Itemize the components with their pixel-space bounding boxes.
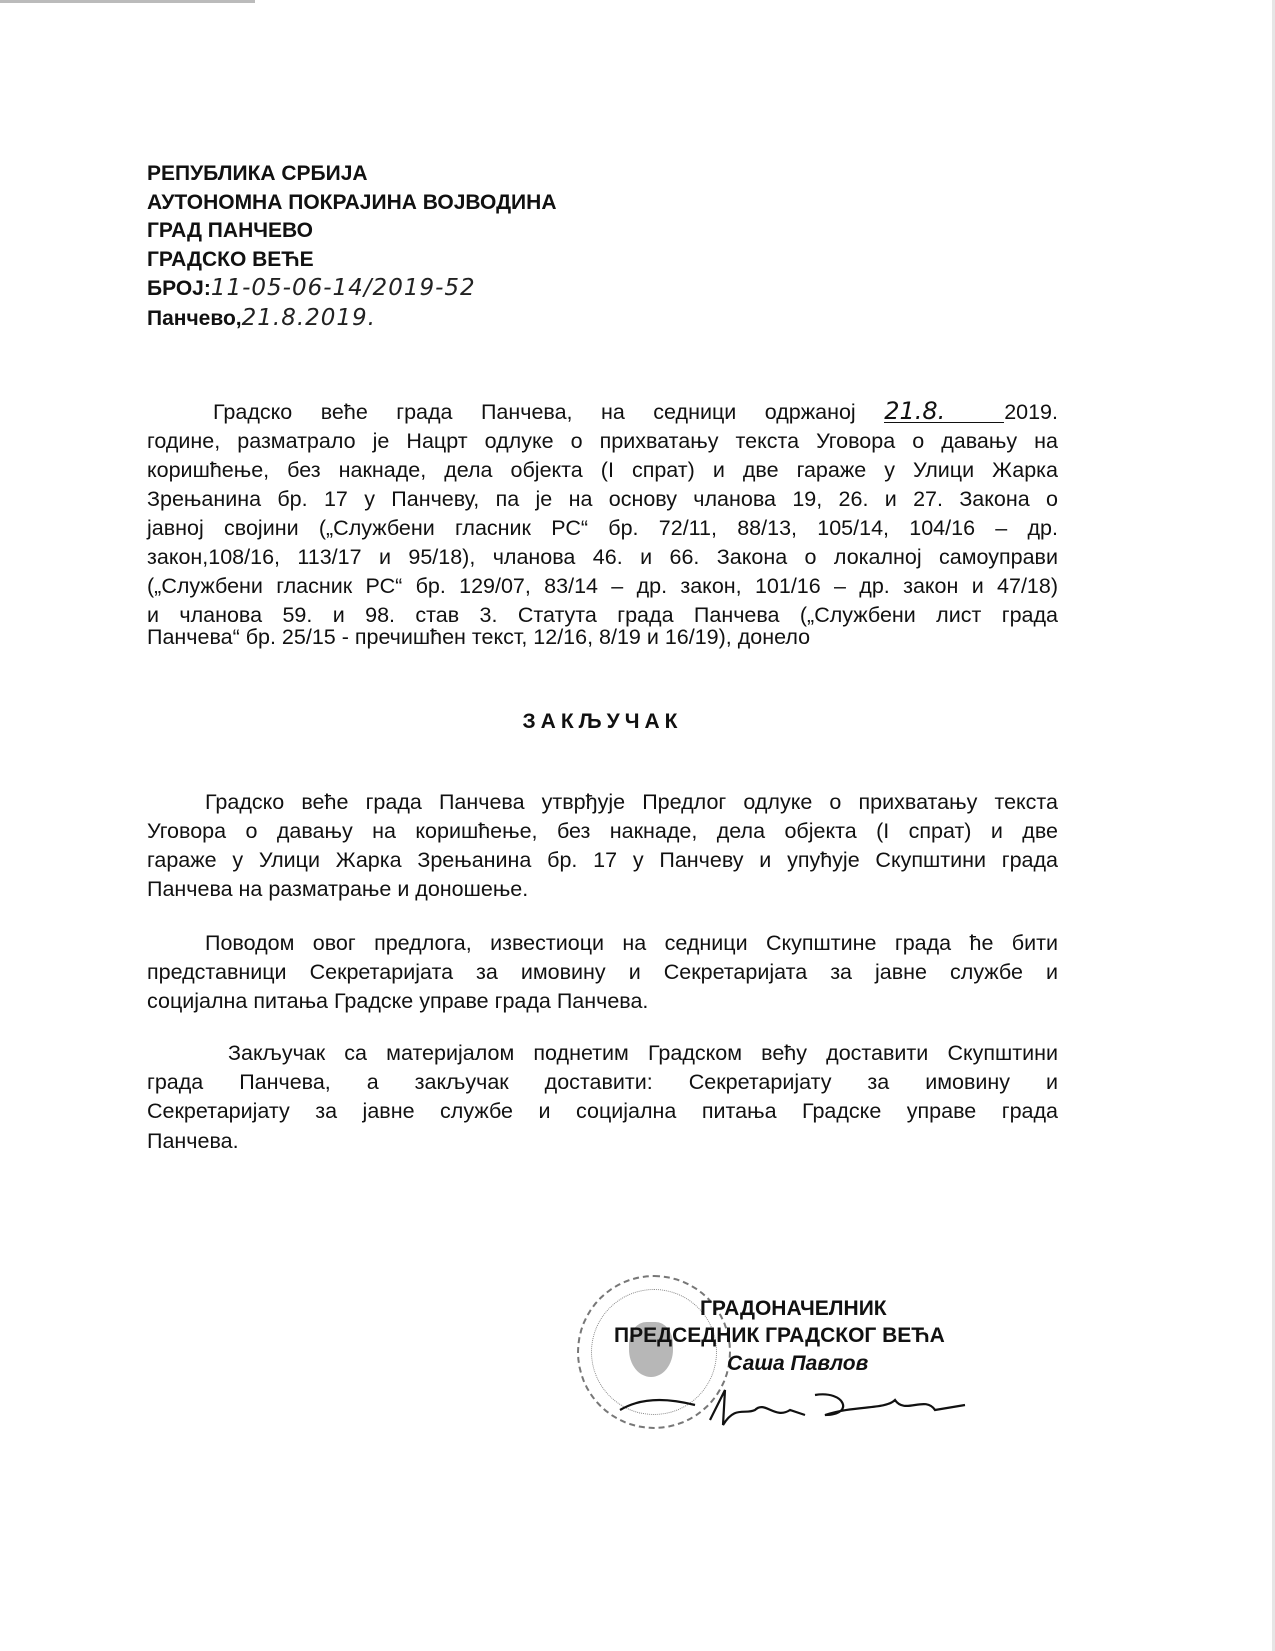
place-date	[147, 304, 556, 334]
text-line	[213, 397, 1058, 425]
letterhead-line: АУТОНОМНА ПОКРАЈИНА ВОЈВОДИНА	[147, 190, 557, 214]
text-line: Уговора о давању на коришћење, без накнаде, дела објекта (I спрат) и две	[147, 819, 1058, 843]
text-line: („Службени гласник РС“ бр. 129/07, 83/14 – др. закон, 101/16 – др. закон и 47/18)	[147, 574, 1058, 598]
letterhead-line: РЕПУБЛИКА СРБИЈА	[147, 162, 368, 185]
text-line: коришћење, без накнаде, дела објекта (I спрат) и две гараже у Улици Жарка	[147, 458, 1058, 482]
scan-edge	[0, 0, 255, 3]
text: Градско веће града Панчева, на седници одржаној	[213, 400, 856, 424]
handwritten-date: 21.8.2019.	[241, 304, 376, 331]
signatory-position: ПРЕДСЕДНИК ГРАДСКОГ ВЕЋА	[614, 1324, 945, 1347]
text-line: града Панчева, а закључак доставити: Секретаријату за имовину и	[147, 1070, 1058, 1094]
signatory-title: ГРАДОНАЧЕЛНИК	[700, 1297, 887, 1320]
handwritten-number: 11-05-06-14/2019-52	[210, 275, 476, 302]
reference-number	[147, 274, 556, 304]
signatory-name: Саша Павлов	[727, 1352, 869, 1375]
letterhead-line: ГРАДСКО ВЕЋЕ	[147, 247, 314, 271]
text-line: Панчева.	[147, 1129, 239, 1153]
text-line: Поводом овог предлога, известиоци на седници Скупштине града ће бити	[205, 931, 1058, 955]
text-line: социјална питања Градске управе града Панчева.	[147, 989, 649, 1013]
text-line: Панчева на разматрање и доношење.	[147, 877, 529, 901]
number-label: БРОЈ:	[147, 277, 211, 301]
text-line: представници Секретаријата за имовину и Секретаријата за јавне службе и	[147, 960, 1058, 984]
letterhead	[147, 160, 556, 334]
text-line: Зрењанина бр. 17 у Панчеву, па је на основу чланова 19, 26. и 27. Закона о	[147, 487, 1058, 511]
text-line: Панчева“ бр. 25/15 - пречишћен текст, 12/16, 8/19 и 16/19), донело	[147, 625, 811, 649]
letterhead-line: ГРАД ПАНЧЕВО	[147, 219, 313, 243]
text: 2019.	[1004, 400, 1058, 424]
text-line: закон,108/16, 113/17 и 95/18), чланова 46. и 66. Закона о локалној самоуправи	[147, 545, 1058, 569]
handwritten-signature	[615, 1375, 975, 1435]
text-line: Градско веће града Панчева утврђује Предлог одлуке о прихватању текста	[205, 790, 1058, 814]
place-label: Панчево,	[147, 306, 242, 330]
text-line: јавној својини („Службени гласник РС“ бр. 72/11, 88/13, 105/14, 104/16 – др.	[147, 516, 1058, 540]
document-title: ЗАКЉУЧАК	[522, 710, 683, 733]
text-line: Закључак са материјалом поднетим Градском већу доставити Скупштини	[228, 1041, 1058, 1065]
text-line: и чланова 59. и 98. став 3. Статута града Панчева („Службени лист града	[147, 603, 1058, 627]
text-line: године, разматрало је Нацрт одлуке о прихватању текста Уговора о давању на	[147, 429, 1058, 453]
text-line: гараже у Улици Жарка Зрењанина бр. 17 у Панчеву и упућује Скупштини града	[147, 848, 1058, 872]
handwritten-session-date: 21.8.	[884, 400, 1004, 423]
text-line: Секретаријату за јавне службе и социјална питања Градске управе града	[147, 1099, 1058, 1123]
